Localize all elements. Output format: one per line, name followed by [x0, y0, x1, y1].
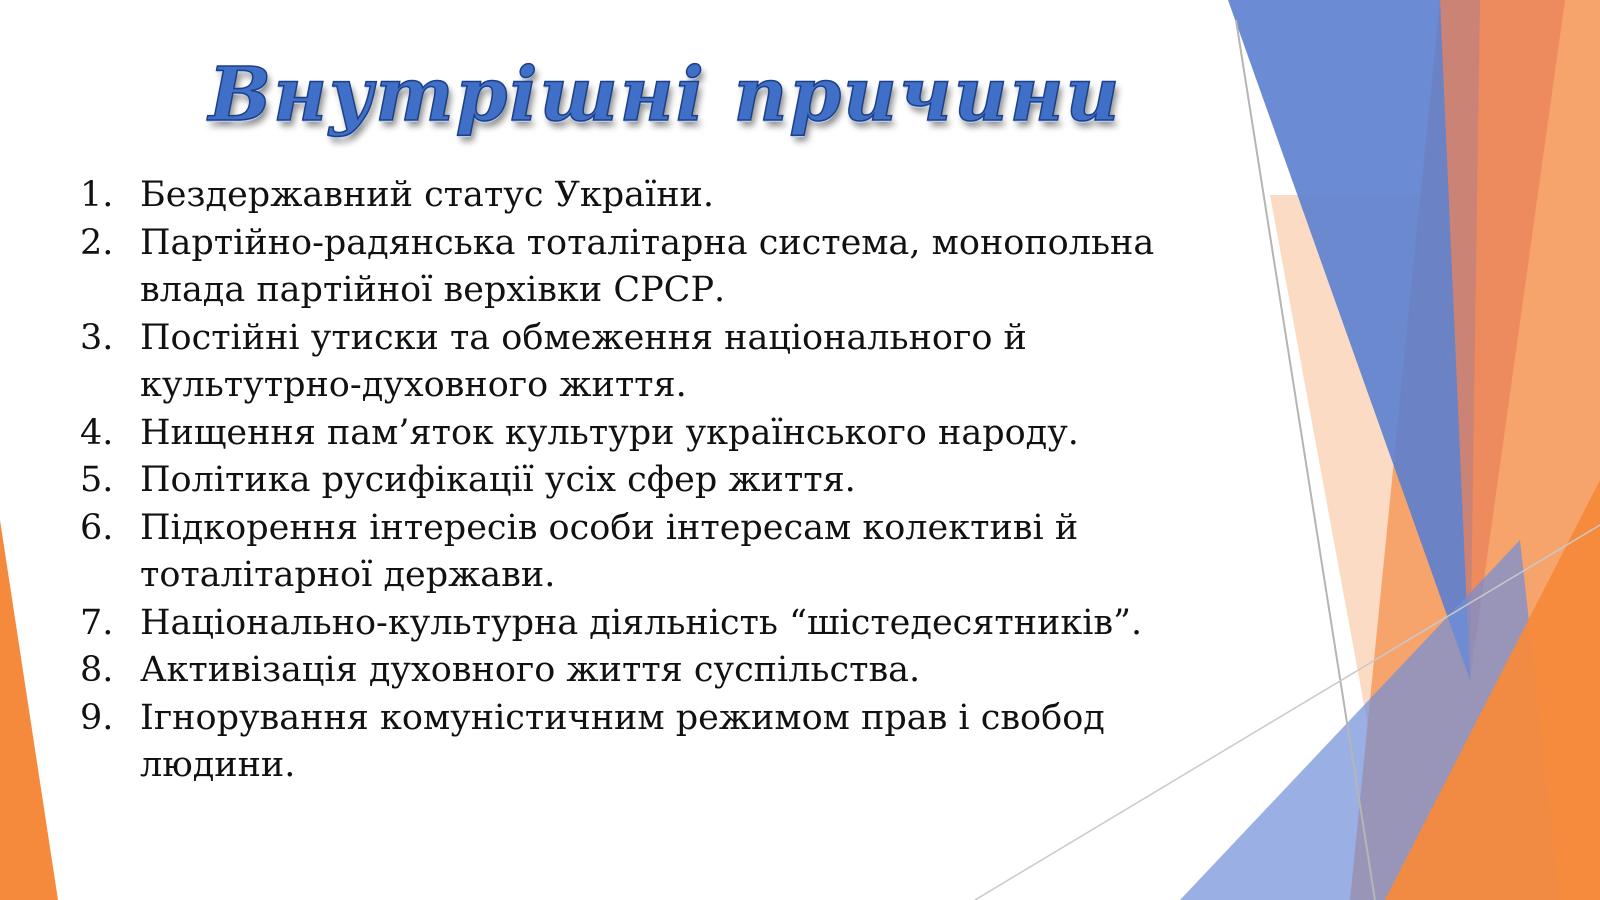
- list-item-text: Партійно-радянська тоталітарна система, монопольна влада партійної верхівки СРСР.: [140, 222, 1155, 310]
- list-item-text: Бездержавний статус України.: [140, 175, 714, 215]
- list-item-text: Активізація духовного життя суспільства.: [140, 650, 921, 690]
- list-item: [80, 315, 1210, 410]
- list-item: [80, 457, 1210, 505]
- list-item-number: 6.: [80, 507, 114, 548]
- list-item: [80, 172, 1210, 220]
- list-item-text: Ігнорування комуністичним режимом прав і свобод людини.: [140, 697, 1105, 785]
- list-item: [80, 647, 1210, 695]
- list-item-number: 1.: [80, 175, 114, 215]
- list-item-text: Нищення пам’яток культури українського народу.: [140, 412, 1079, 453]
- list-item: [80, 410, 1210, 458]
- list-item-number: 4.: [80, 412, 114, 453]
- list-item: [80, 695, 1210, 790]
- left-orange-shape: [0, 520, 58, 900]
- list-item-text: Постійні утиски та обмеження національного й культутрно-духовного життя.: [140, 317, 1027, 405]
- slide-title: Внутрішні причини: [208, 52, 1122, 138]
- list-item-number: 8.: [80, 650, 114, 690]
- list-item-number: 5.: [80, 460, 114, 500]
- list-item-text: Національно-культурна діяльність “шістедесятників”.: [140, 602, 1143, 643]
- list-item-text: Підкорення інтересів особи інтересам колективі й тоталітарної держави.: [140, 507, 1079, 595]
- list-item-text: Політика русифікації усіх сфер життя.: [140, 460, 856, 500]
- list-item-number: 3.: [80, 317, 114, 358]
- list-item: [80, 220, 1210, 315]
- list-item: [80, 600, 1210, 648]
- causes-list: [80, 172, 1210, 790]
- list-item-number: 7.: [80, 602, 114, 643]
- list-item-number: 9.: [80, 697, 114, 738]
- list-item: [80, 505, 1210, 600]
- list-item-number: 2.: [80, 222, 114, 263]
